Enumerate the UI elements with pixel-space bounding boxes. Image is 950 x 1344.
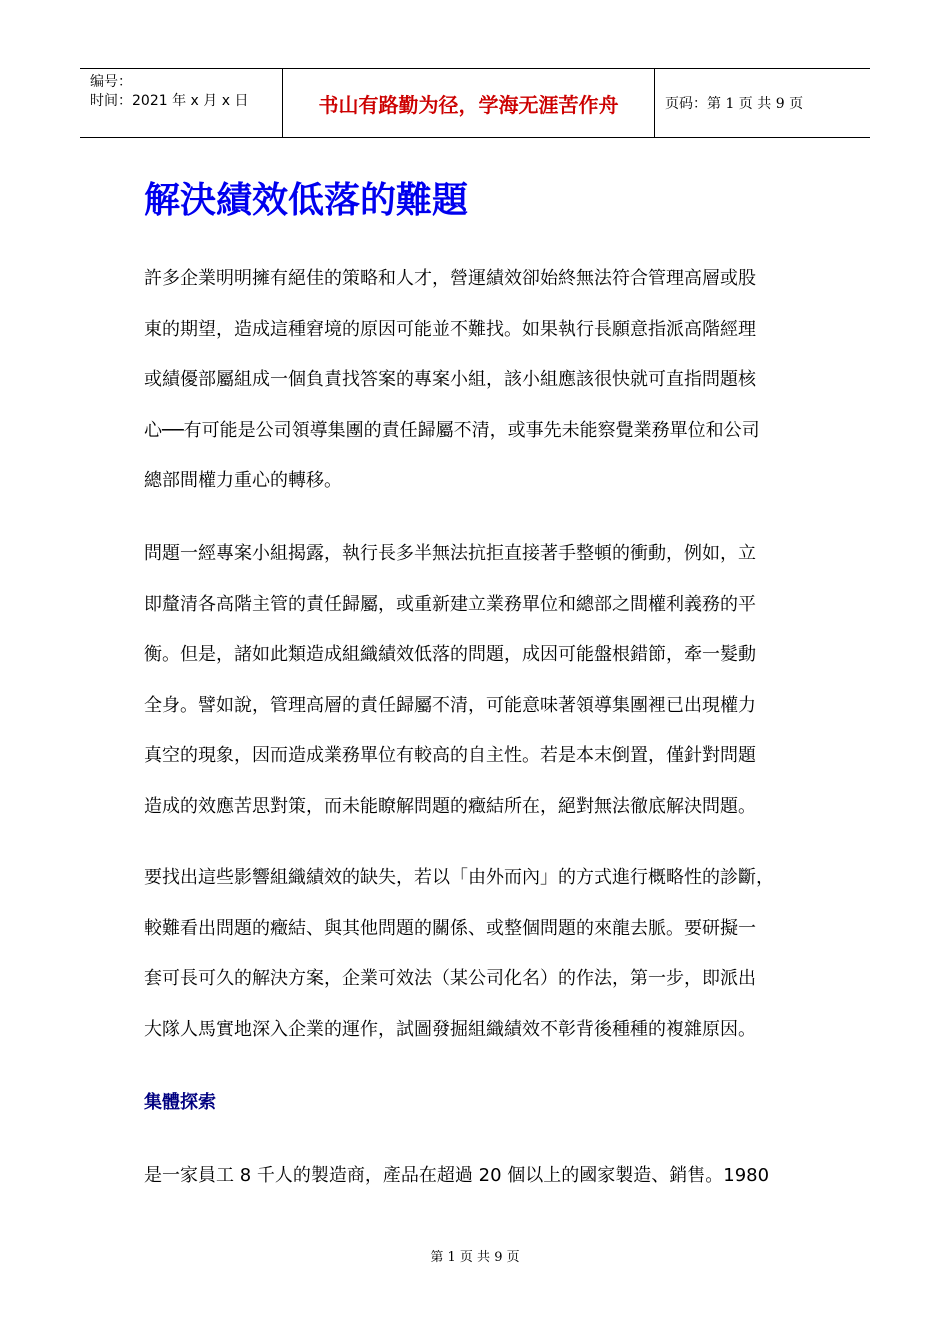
paragraph-line: 問題一經專案小組揭露，執行長多半無法抗拒直接著手整頓的衝動，例如，立 [144, 543, 756, 564]
paragraph-line: 要找出這些影響組織績效的缺失，若以「由外而內」的方式進行概略性的診斷， [144, 867, 774, 888]
number-label: 编号： [90, 74, 132, 90]
paragraph-line: 是一家員工 8 千人的製造商，產品在超過 20 個以上的國家製造、銷售。1980 [144, 1165, 770, 1186]
paragraph-line: 造成的效應苦思對策，而未能瞭解問題的癥結所在，絕對無法徹底解決問題。 [144, 795, 756, 817]
header-meta [80, 69, 282, 137]
paragraph-line: 許多企業明明擁有絕佳的策略和人才，營運績效卻始終無法符合管理高層或股 [144, 268, 756, 289]
header-page-info: 页码：第 1 页 共 9 页 [665, 96, 804, 112]
paragraph-line: 真空的現象，因而造成業務單位有較高的自主性。若是本末倒置，僅針對問題 [144, 745, 756, 766]
paragraph-line: 即釐清各高階主管的責任歸屬，或重新建立業務單位和總部之間權利義務的平 [144, 593, 756, 615]
section-heading: 集體探索 [144, 1092, 216, 1113]
paragraph-line: 較難看出問題的癥結、與其他問題的關係、或整個問題的來龍去脈。要研擬一 [144, 917, 756, 939]
paragraph-line: 衡。但是，諸如此類造成組織績效低落的問題，成因可能盤根錯節，牽一髮動 [144, 644, 756, 665]
paragraph-line: 心──有可能是公司領導集團的責任歸屬不清，或事先未能察覺業務單位和公司 [144, 419, 760, 441]
document-header [80, 68, 870, 138]
paragraph-4 [144, 1151, 816, 1202]
paragraph-3 [144, 853, 816, 1055]
paragraph-1 [144, 254, 816, 507]
paragraph-line: 大隊人馬實地深入企業的運作，試圖發掘組織績效不彰背後種種的複雜原因。 [144, 1018, 756, 1040]
header-motto: 书山有路勤为径，学海无涯苦作舟 [282, 69, 655, 137]
page-title: 解決績效低落的難題 [144, 180, 469, 221]
paragraph-line: 套可長可久的解決方案，企業可效法（某公司化名）的作法，第一步，即派出 [144, 968, 756, 989]
page-footer: 第 1 页 共 9 页 [430, 1250, 520, 1265]
paragraph-2 [144, 529, 816, 832]
paragraph-line: 全身。譬如說，管理高層的責任歸屬不清，可能意味著領導集團裡已出現權力 [144, 694, 756, 716]
paragraph-line: 東的期望，造成這種窘境的原因可能並不難找。如果執行長願意指派高階經理 [144, 318, 756, 340]
time-label: 时间：2021 年 x 月 x 日 [90, 93, 249, 109]
paragraph-line: 總部間權力重心的轉移。 [144, 470, 342, 491]
paragraph-line: 或績優部屬組成一個負責找答案的專案小組，該小組應該很快就可直指問題核 [144, 369, 756, 390]
